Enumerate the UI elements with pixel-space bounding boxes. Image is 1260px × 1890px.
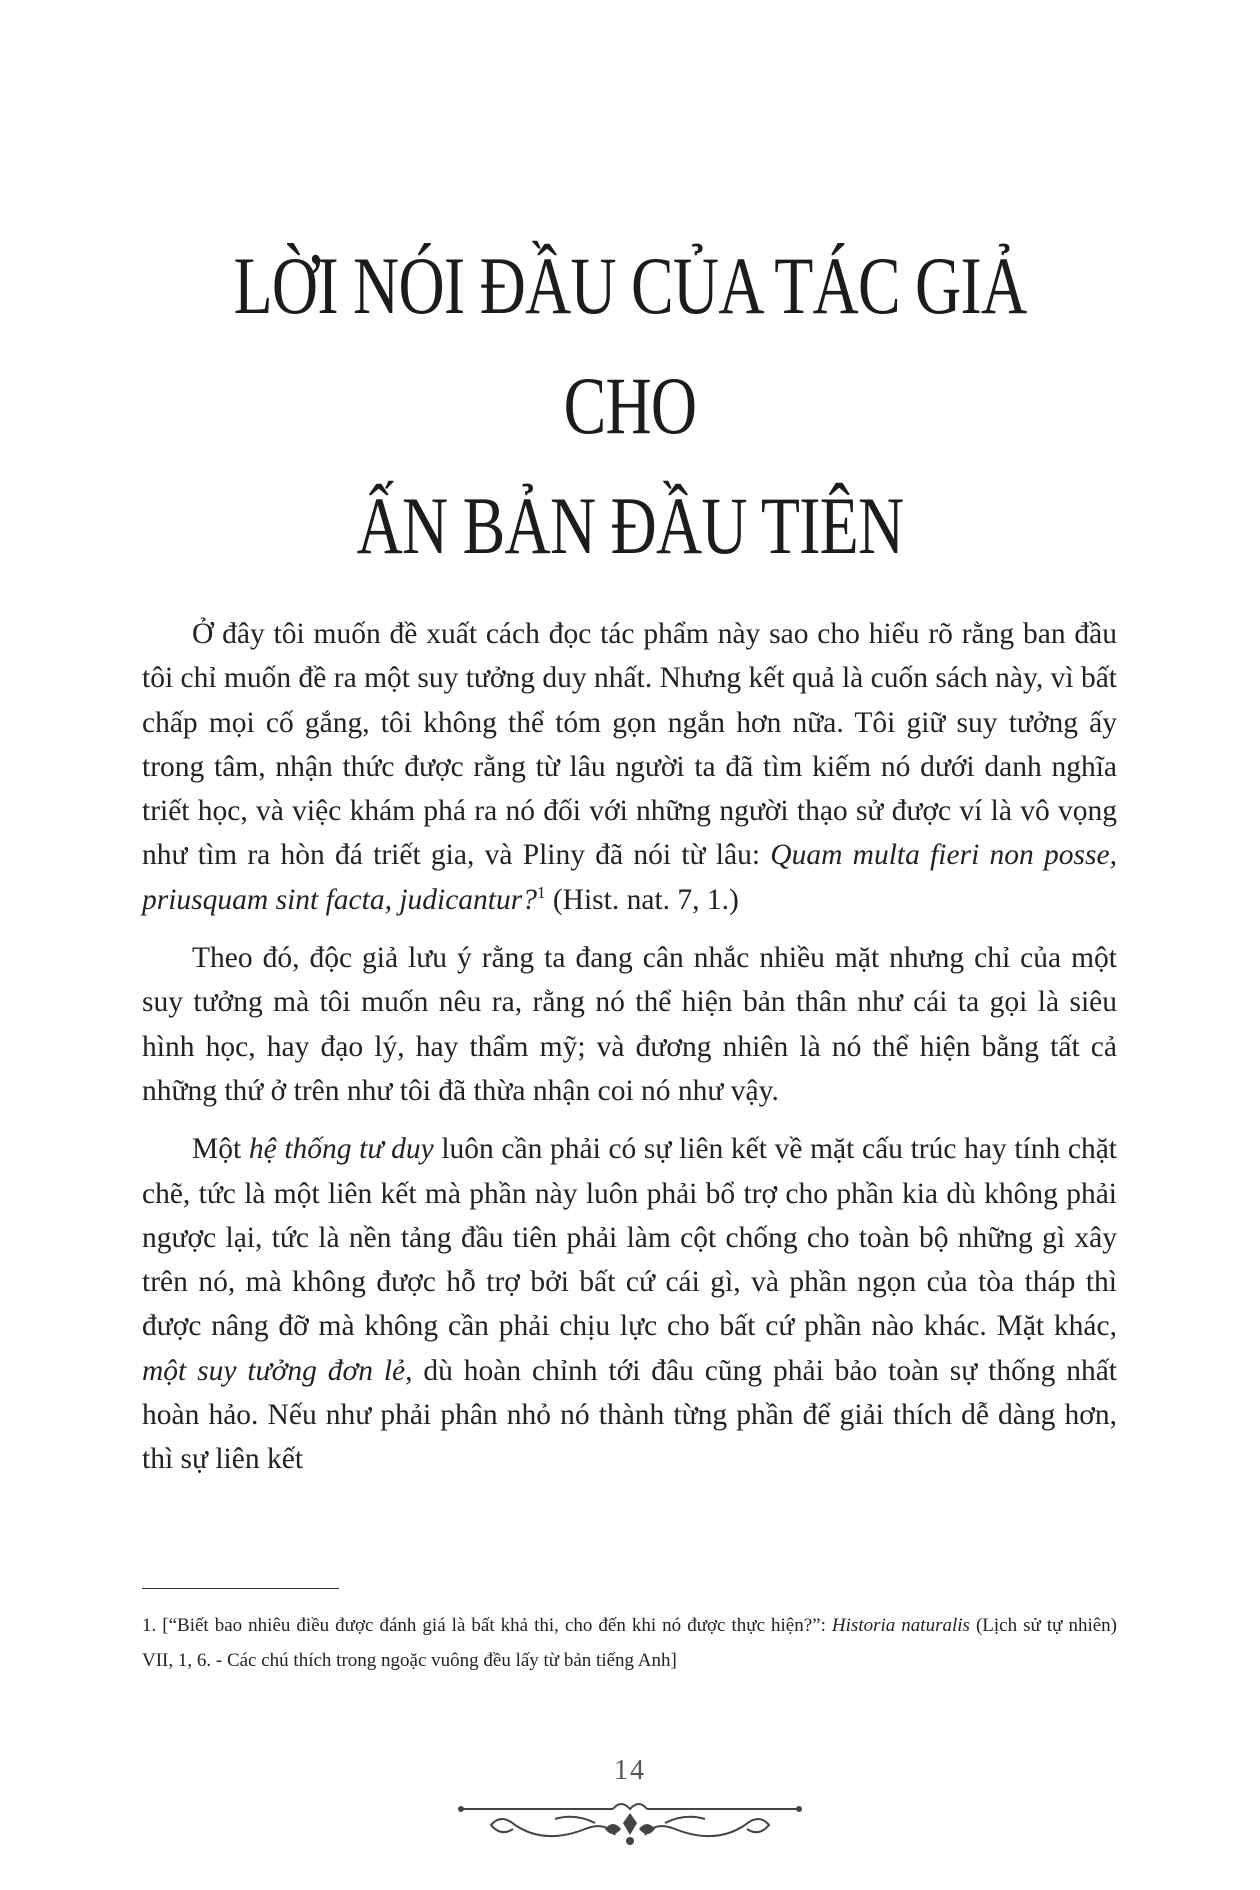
paragraph-2: Theo đó, độc giả lưu ý rằng ta đang cân nhắc nhiều mặt nhưng chỉ của một suy tưởng mà tôi muốn nêu ra, rằng nó thể hiện bản thân như cái ta gọi là siêu hình học, hay đạo lý, hay thẩm mỹ; và đương nhiên là nó thể hiện bằng tất cả những thứ ở trên như tôi đã thừa nhận coi nó như vậy. <box>142 942 1117 1107</box>
chapter-title-line-2: ẤN BẢN ĐẦU TIÊN <box>356 480 904 571</box>
paragraph-3 <box>142 1127 1117 1481</box>
paragraph-3-emphasis-a: hệ thống tư duy <box>248 1133 434 1166</box>
page-number: 14 <box>614 1755 646 1786</box>
paragraph-1 <box>142 612 1117 922</box>
footnote-emphasis: Historia naturalis <box>831 1615 970 1636</box>
paragraph-3-text-a: Một <box>192 1133 249 1166</box>
chapter-title <box>232 226 1028 586</box>
footnote <box>142 1608 1117 1678</box>
footnote-reference[interactable]: 1 <box>536 882 546 902</box>
paragraph-1-text: Ở đây tôi muốn đề xuất cách đọc tác phẩm này sao cho hiểu rõ rằng ban đầu tôi chỉ muốn đề ra một suy tưởng duy nhất. Nhưng kết quả là cuốn sách này, vì bất chấp mọi cố gắng, tôi không thể tóm gọn ngắn hơn nữa. Tôi giữ suy tưởng ấy trong tâm, nhận thức được rằng từ lâu người ta đã tìm kiếm nó dưới danh nghĩa triết học, và việc khám phá ra nó đối với những người thạo sử được ví là vô vọng như tìm ra hòn đá triết gia, và Pliny đã nói từ lâu: <box>142 618 1117 872</box>
paragraph-3-emphasis-b: một suy tưởng đơn lẻ, <box>142 1354 413 1387</box>
body-text <box>142 612 1117 1496</box>
pliny-quote: Quam multa fieri non posse, priusquam sint facta, judicantur? <box>142 839 1117 916</box>
footnote-text-a: 1. [“Biết bao nhiêu điều được đánh giá là bất khả thi, cho đến khi nó được thực hiện?”: <box>142 1615 832 1636</box>
paragraph-3-text-b: luôn cần phải có sự liên kết về mặt cấu trúc hay tính chặt chẽ, tức là một liên kết mà phần này luôn phải bổ trợ cho phần kia dù không phải ngược lại, tức là nền tảng đầu tiên phải làm cột chống cho toàn bộ những gì xây trên nó, mà không được hỗ trợ bởi bất cứ cái gì, và phần ngọn của tòa tháp thì được nâng đỡ mà không cần phải chịu lực cho bất cứ phần nào khác. Mặt khác, <box>142 1133 1117 1343</box>
flourish-ornament-icon <box>455 1795 805 1855</box>
footnote-divider <box>142 1588 339 1589</box>
footnote-text-b: (Lịch sử tự nhiên) VII, 1, 6. - Các chú thích trong ngoặc vuông đều lấy từ bản tiếng Anh] <box>142 1615 1117 1671</box>
paragraph-1-citation: (Hist. nat. 7, 1.) <box>545 883 739 916</box>
paragraph-3-text-c: dù hoàn chỉnh tới đâu cũng phải bảo toàn sự thống nhất hoàn hảo. Nếu như phải phân nhỏ nó thành từng phần để giải thích dễ dàng hơn, thì sự liên kết <box>142 1354 1117 1476</box>
chapter-title-line-1: LỜI NÓI ĐẦU CỦA TÁC GIẢ CHO <box>233 240 1027 451</box>
